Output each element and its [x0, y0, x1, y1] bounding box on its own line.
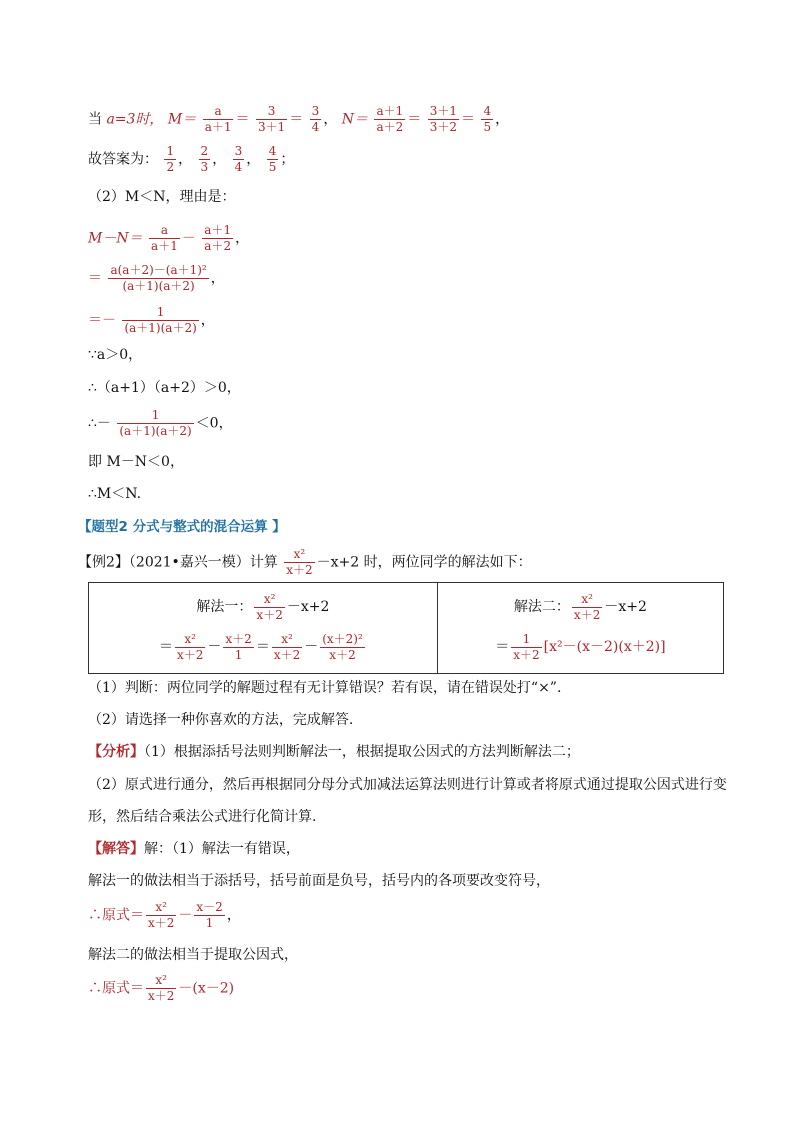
text: 当: [88, 111, 107, 128]
answer-4: 解法二的做法相当于提取公因式，: [88, 947, 298, 963]
mn-difference: M－N＝ $\frac{a}{a+1}$ － $\frac{a+1}{a+2}$ ，: [88, 223, 250, 253]
answer-line-a3: 当 a=3时， M＝ $\frac{a}{a+1}$ ＝ $\frac{3}{3+1}$ ＝ $\frac{3}{4}$ ， N＝ $\frac{a+1}{a+2}$ ＝ $\frac{3+1}{3+2}$ ＝ $\frac{4}{5}$ ，: [88, 104, 510, 134]
answer-5: ∴原式＝ $\frac{\text{x²}}{x+2}$ －(x－2): [88, 973, 235, 1003]
fraction: $\frac{a+1}{a+2}$: [376, 104, 404, 134]
fraction: $\frac{3}{3+1}$: [257, 104, 286, 134]
fraction: $\frac{4}{5}$: [483, 104, 492, 134]
example-statement: 【例2】（2021•嘉兴一模）计算 $\frac{\text{x²}}{x+2}$ －x+2 时，两位同学的解法如下：: [78, 547, 532, 577]
because-line: ∵a＞0，: [88, 347, 143, 363]
conclusion-2: ∴M＜N.: [88, 486, 142, 502]
step-simplify: ＝－ $\frac{1}{(a+1)(a+2)}$ ，: [88, 305, 215, 335]
answer-summary: 故答案为： $\frac{1}{2}$ ， $\frac{2}{3}$ ， $\frac{3}{4}$ ， $\frac{4}{5}$ ；: [88, 144, 295, 174]
answer-3: ∴原式＝ $\frac{\text{x²}}{x+2}$ － $\frac{x-2}{1}$ ，: [88, 900, 241, 930]
question-2: （2）请选择一种你喜欢的方法，完成解答.: [88, 712, 354, 728]
fraction: $\frac{3}{4}$: [311, 104, 320, 134]
m-label: M＝: [167, 111, 197, 128]
n-label: N＝: [341, 111, 369, 128]
condition: a=3时，: [106, 111, 164, 128]
answer-2: 解法一的做法相当于添括号，括号前面是负号，括号内的各项要改变符号，: [88, 873, 550, 889]
solutions-table: [88, 582, 724, 674]
fraction: $\frac{a}{a+1}$: [204, 104, 232, 134]
conclusion-1: 即 M－N＜0，: [88, 454, 184, 470]
analysis-2a: （2）原式进行通分，然后再根据同分母分式加减法运算法则进行计算或者将原式通过提取公因式进行变: [88, 777, 727, 793]
therefore-negative: ∴－ $\frac{1}{(a+1)(a+2)}$ ＜0，: [88, 408, 233, 438]
method1-cell: 解法一： $\frac{\text{x²}}{x+2}$ －x+2 ＝ $\frac{\text{x²}}{x+2}$ － $\frac{x+2}{1}$ ＝ $\frac{\text{x²}}{x+2}$ － $\frac{\text{(x＋2)²}}{x+2}$: [89, 583, 438, 674]
analysis-1: 【分析】（1）根据添括号法则判断解法一，根据提取公因式的方法判断解法二；: [88, 744, 580, 760]
part2-intro: （2）M＜N，理由是：: [88, 189, 236, 205]
question-1: （1）判断：两位同学的解题过程有无计算错误？若有误，请在错误处打“×”.: [88, 680, 562, 696]
therefore-line: ∴（a+1）（a+2）＞0，: [88, 380, 241, 396]
answer-1: 【解答】解：（1）解法一有错误，: [88, 841, 300, 857]
step-combine: ＝ $\frac{\text{a(a＋2)－(a＋1)²}}{(a+1)(a+2)}$ ，: [88, 263, 225, 293]
section-heading: 【题型2 分式与整式的混合运算 】: [78, 519, 286, 535]
fraction: $\frac{3+1}{3+2}$: [429, 104, 457, 134]
analysis-2b: 形，然后结合乘法公式进行化简计算.: [88, 809, 317, 825]
method2-cell: 解法二： $\frac{\text{x²}}{x+2}$ －x+2 ＝ $\frac{1}{x+2}$ [x²－(x－2)(x＋2)]: [437, 583, 723, 674]
